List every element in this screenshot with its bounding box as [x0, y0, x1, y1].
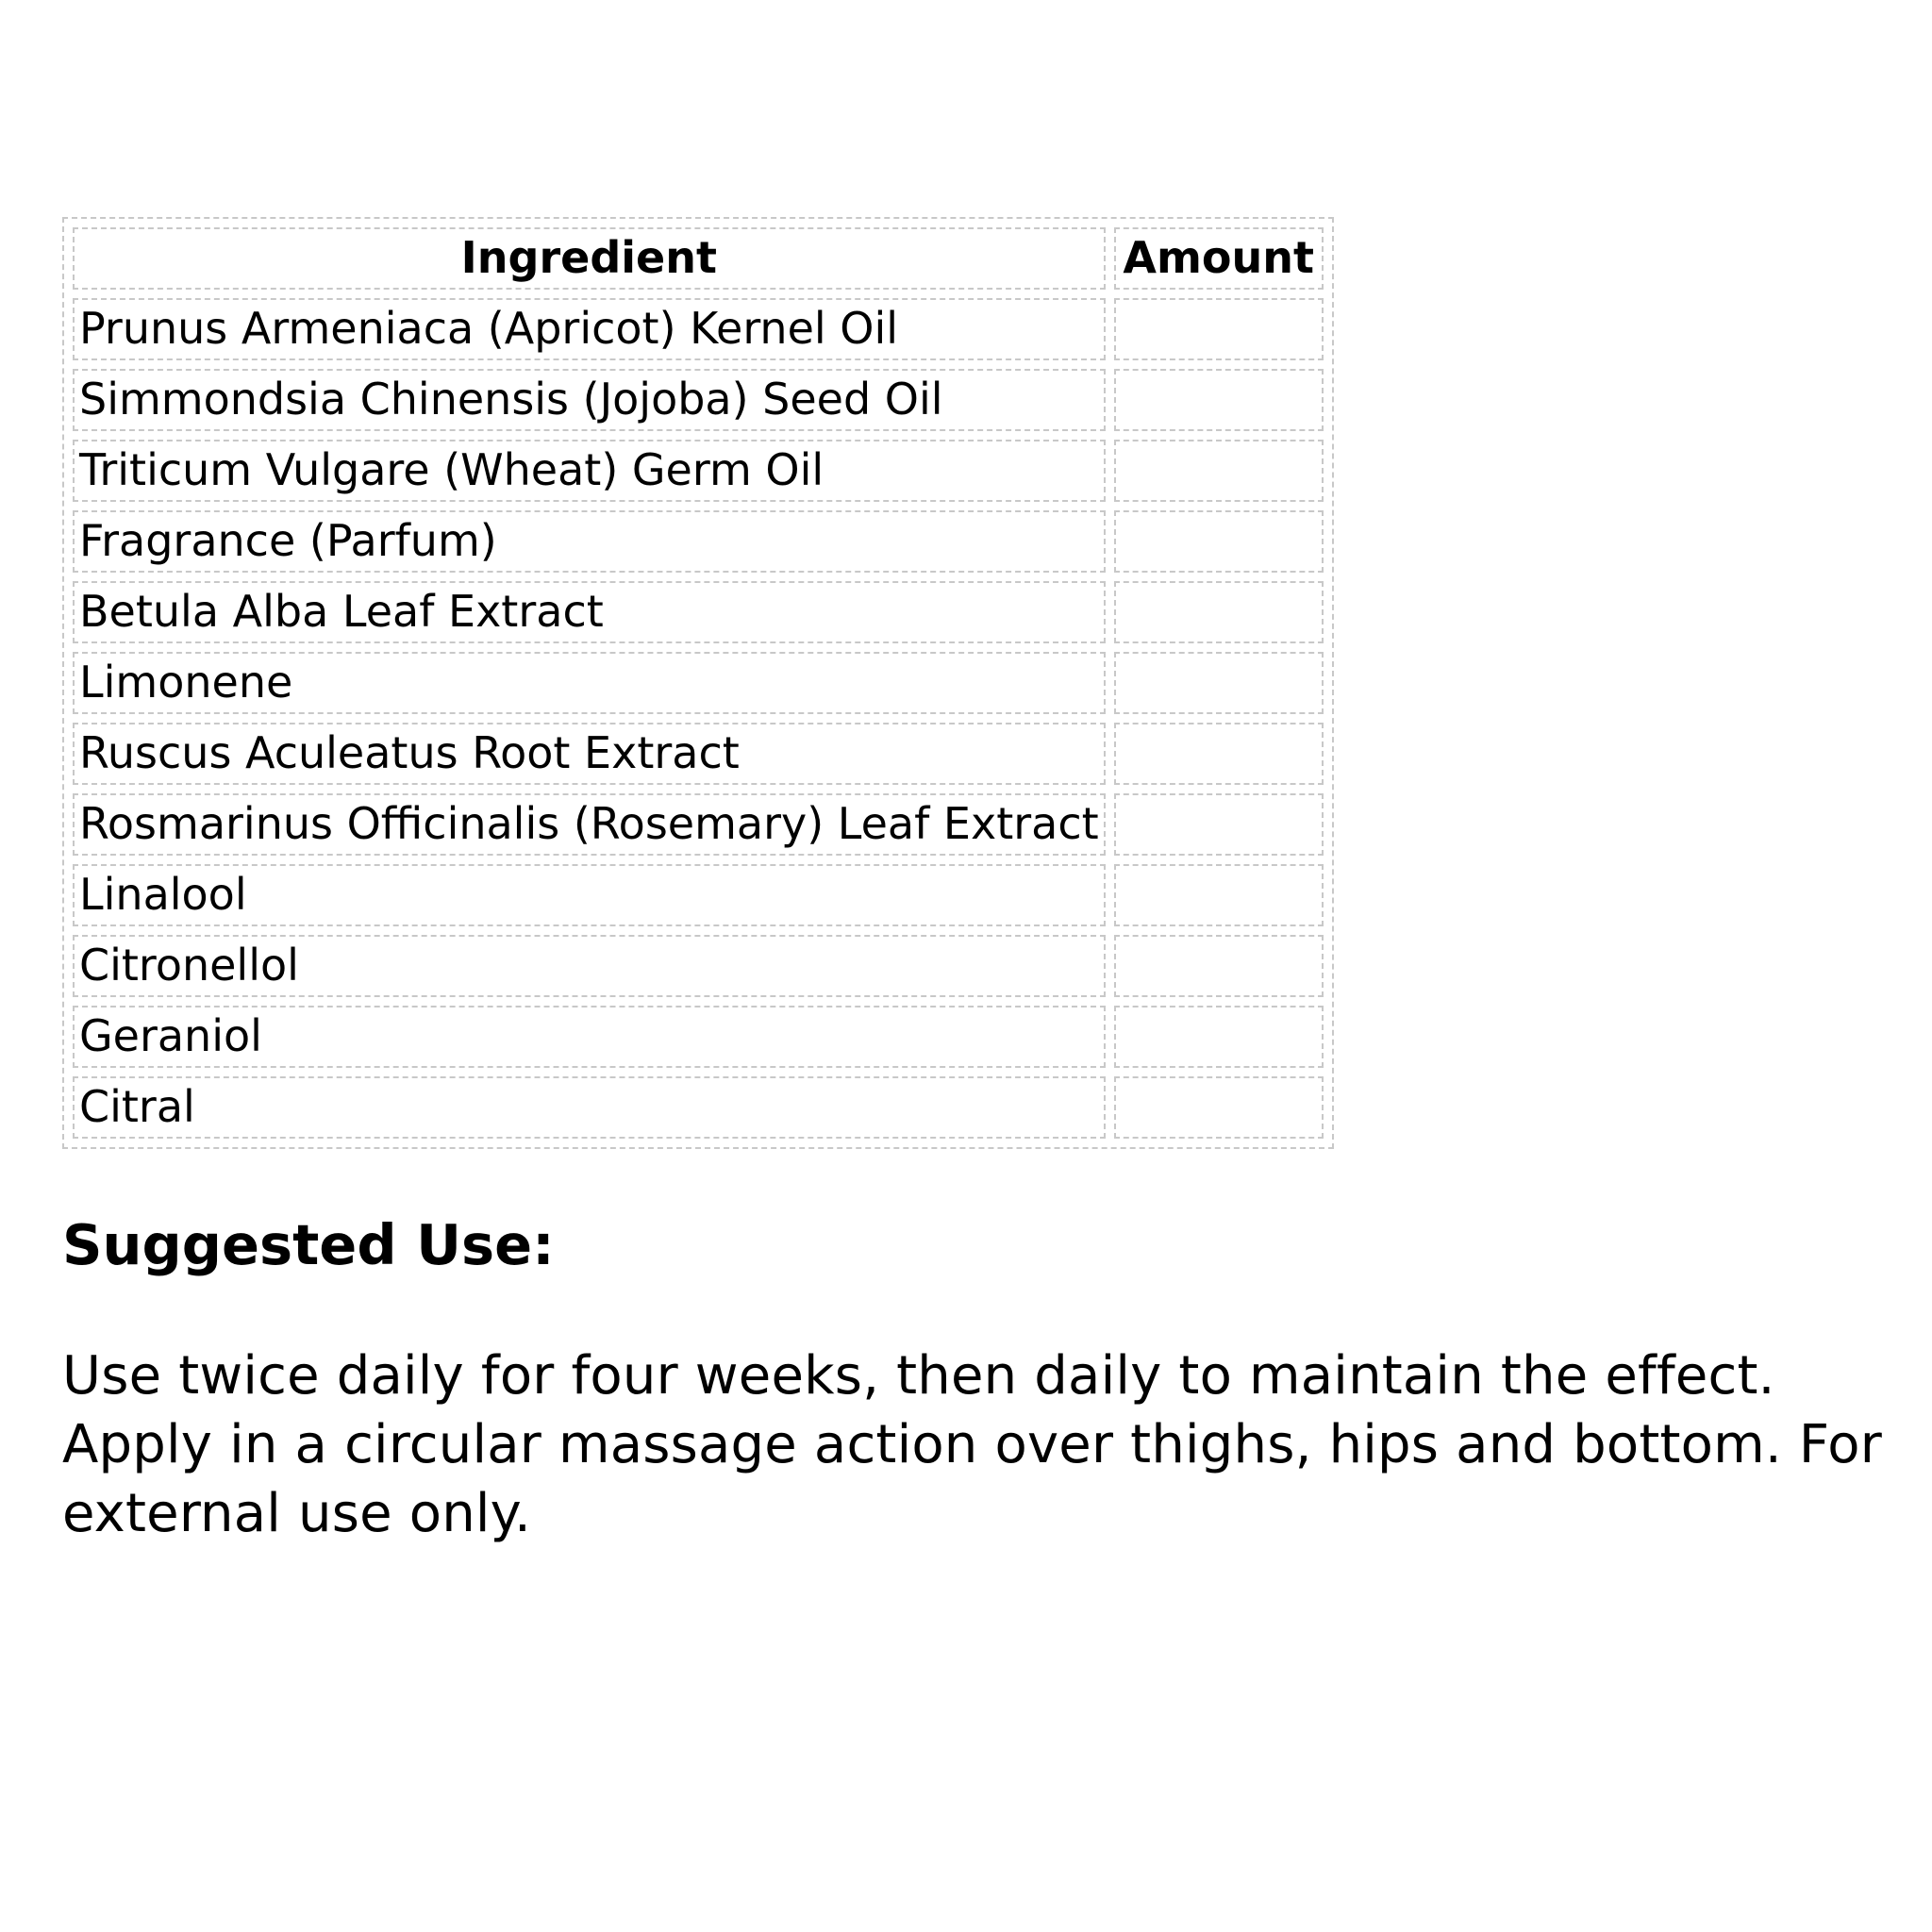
- ingredients-table: [62, 217, 1334, 1149]
- amount-cell: [1114, 510, 1324, 573]
- suggested-use-text: Use twice daily for four weeks, then daily to maintain the effect. Apply in a circular massage action over thighs, hips and bottom. For external use only.: [62, 1345, 1882, 1544]
- table-row: [73, 581, 1324, 643]
- table-row: [73, 440, 1324, 502]
- table-row: [73, 935, 1324, 997]
- ingredient-cell: Citronellol: [73, 935, 1106, 997]
- amount-cell: [1114, 935, 1324, 997]
- amount-cell: [1114, 723, 1324, 785]
- ingredient-cell: Simmondsia Chinensis (Jojoba) Seed Oil: [73, 369, 1106, 431]
- amount-cell: [1114, 864, 1324, 926]
- table-row: [73, 1006, 1324, 1068]
- table-row: [73, 510, 1324, 573]
- amount-cell: [1114, 1076, 1324, 1139]
- table-header-row: [73, 227, 1324, 290]
- amount-cell: [1114, 298, 1324, 360]
- amount-cell: [1114, 440, 1324, 502]
- ingredient-cell: Linalool: [73, 864, 1106, 926]
- ingredient-cell: Betula Alba Leaf Extract: [73, 581, 1106, 643]
- ingredient-cell: Rosmarinus Officinalis (Rosemary) Leaf Extract: [73, 793, 1106, 856]
- amount-cell: [1114, 581, 1324, 643]
- table-row: [73, 1076, 1324, 1139]
- table-row: [73, 652, 1324, 714]
- amount-cell: [1114, 793, 1324, 856]
- amount-cell: [1114, 1006, 1324, 1068]
- table-row: [73, 723, 1324, 785]
- product-info: [62, 217, 1911, 1548]
- amount-cell: [1114, 369, 1324, 431]
- amount-cell: [1114, 652, 1324, 714]
- table-row: [73, 369, 1324, 431]
- ingredient-cell: Fragrance (Parfum): [73, 510, 1106, 573]
- table-row: [73, 298, 1324, 360]
- ingredients-table-body: [73, 298, 1324, 1139]
- ingredient-cell: Triticum Vulgare (Wheat) Germ Oil: [73, 440, 1106, 502]
- ingredient-cell: Prunus Armeniaca (Apricot) Kernel Oil: [73, 298, 1106, 360]
- table-row: [73, 793, 1324, 856]
- ingredient-cell: Limonene: [73, 652, 1106, 714]
- suggested-use-heading: Suggested Use:: [62, 1212, 555, 1277]
- amount-column-header: Amount: [1114, 227, 1324, 290]
- ingredient-cell: Geraniol: [73, 1006, 1106, 1068]
- table-row: [73, 864, 1324, 926]
- ingredient-cell: Ruscus Aculeatus Root Extract: [73, 723, 1106, 785]
- ingredient-column-header: Ingredient: [73, 227, 1106, 290]
- ingredient-cell: Citral: [73, 1076, 1106, 1139]
